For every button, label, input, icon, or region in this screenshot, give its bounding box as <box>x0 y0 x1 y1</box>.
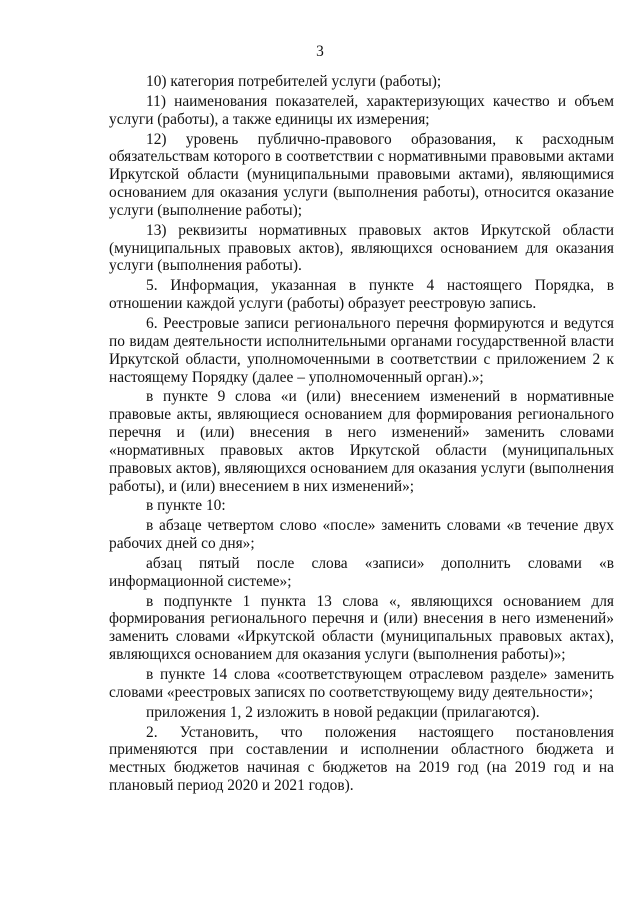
list-item-13: 13) реквизиты нормативных правовых актов Иркутской области (муниципальных правовых актов), являющихся основанием для оказания услуги (выполнения работы). <box>109 221 614 275</box>
paragraph-amend-point-10: в пункте 10: <box>146 497 226 515</box>
paragraph-amend-point-10-abzac-5: абзац пятый после слова «записи» дополнить словами «в информационной системе»; <box>109 554 614 590</box>
paragraph-amend-point-13: в подпункте 1 пункта 13 слова «, являющихся основанием для формирования регионального перечня и (или) внесения в него изменений» заменить словами «Иркутской области (муниципальных правовых актах), являющихся основанием для оказания услуги (выполнения работы)»; <box>109 592 614 664</box>
paragraph-amend-point-9: в пункте 9 слова «и (или) внесением изменений в нормативные правовые акты, являющиеся основанием для формирования регионального перечня и (или) внесения в него изменений» заменить словами «нормативных правовых актов Иркутской области (муниципальных правовых актов), являющихся основанием для оказания услуги (выполнения работы), и (или) внесением в них изменений»; <box>109 388 614 495</box>
list-item-12: 12) уровень публично-правового образования, к расходным обязательствам которого в соответствии с нормативными правовыми актами Иркутской области (муниципальными правовыми актами), являющимися основанием для оказания услуги (выполнения работы), относится оказание услуги (выполнение работы); <box>109 130 614 219</box>
paragraph-appendices: приложения 1, 2 изложить в новой редакции (прилагаются). <box>146 703 540 721</box>
list-item-10: 10) категория потребителей услуги (работы); <box>146 73 442 90</box>
paragraph-section-2: 2. Установить, что положения настоящего постановления применяются при составлении и исполнении областного бюджета и местных бюджетов начиная с бюджетов на 2019 год (на 2019 год и на плановый период 2020 и 2021 годов). <box>109 723 614 795</box>
paragraph-amend-point-14: в пункте 14 слова «соответствующем отраслевом разделе» заменить словами «реестровых записях по соответствующему виду деятельности»; <box>109 666 614 701</box>
page-number: 3 <box>316 43 324 60</box>
document-body <box>109 73 614 795</box>
list-item-11: 11) наименования показателей, характеризующих качество и объем услуги (работы), а также единицы их измерения; <box>109 92 614 128</box>
paragraph-amend-point-10-abzac-4: в абзаце четвертом слово «после» заменить словами «в течение двух рабочих дней со дня»; <box>109 517 614 553</box>
paragraph-point-6: 6. Реестровые записи регионального перечня формируются и ведутся по видам деятельности исполнительными органами государственной власти Иркутской области, уполномоченными в соответствии с приложением 2 к настоящему Порядку (далее – уполномоченный орган).»; <box>109 314 614 386</box>
paragraph-point-5: 5. Информация, указанная в пункте 4 настоящего Порядка, в отношении каждой услуги (работы) образует реестровую запись. <box>109 277 614 313</box>
